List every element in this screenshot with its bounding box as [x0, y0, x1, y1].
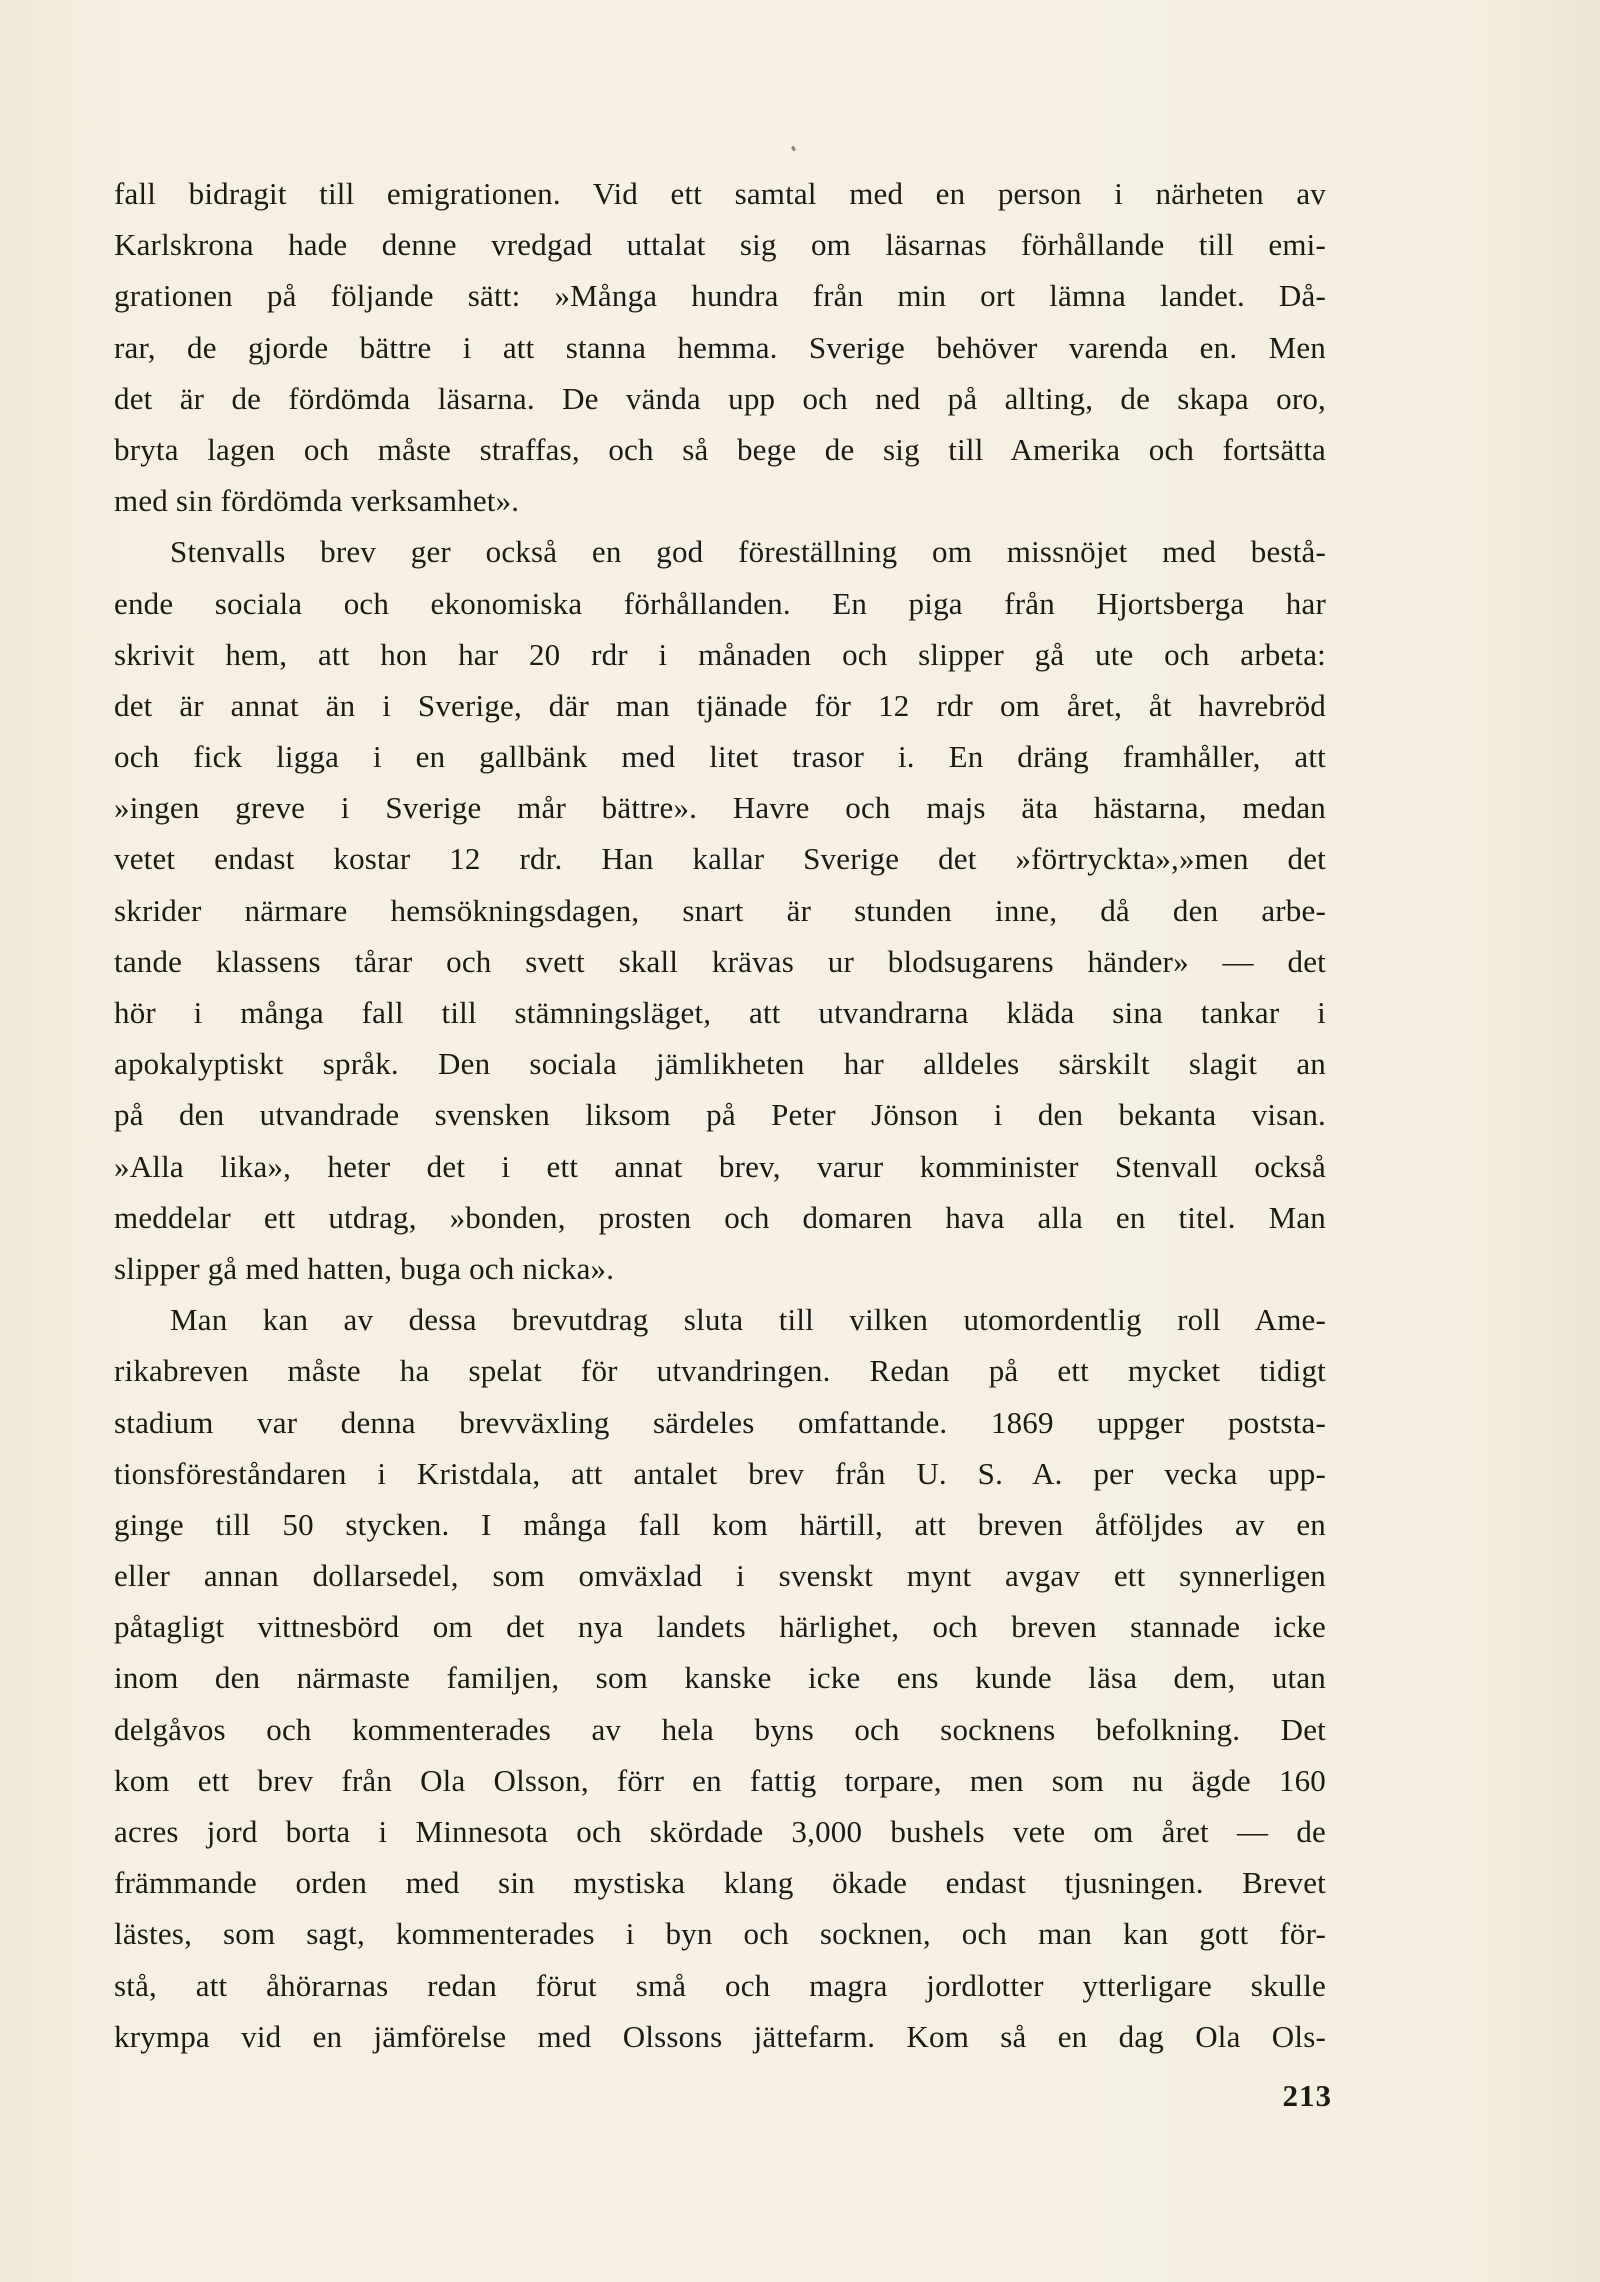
- text-line: det är annat än i Sverige, där man tjänade för 12 rdr om året, åt havrebröd: [114, 687, 1326, 723]
- body-text: [114, 168, 1326, 2062]
- text-line: tionsföreståndaren i Kristdala, att antalet brev från U. S. A. per vecka upp-: [114, 1455, 1326, 1491]
- text-line: skrivit hem, att hon har 20 rdr i månaden och slipper gå ute och arbeta:: [114, 636, 1326, 672]
- text-line: med sin fördömda verksamhet».: [114, 483, 520, 519]
- text-line: fall bidragit till emigrationen. Vid ett samtal med en person i närheten av: [114, 176, 1326, 211]
- text-line: skrider närmare hemsökningsdagen, snart är stunden inne, då den arbe-: [114, 892, 1326, 928]
- text-line: bryta lagen och måste straffas, och så bege de sig till Amerika och fortsätta: [114, 431, 1326, 467]
- text-line: påtagligt vittnesbörd om det nya landets härlighet, och breven stannade icke: [114, 1609, 1326, 1645]
- text-line: meddelar ett utdrag, »bonden, prosten och domaren hava alla en titel. Man: [114, 1199, 1326, 1235]
- text-line: apokalyptiskt språk. Den sociala jämlikheten har alldeles särskilt slagit an: [114, 1046, 1326, 1082]
- text-line: acres jord borta i Minnesota och skördade 3,000 bushels vete om året — de: [114, 1814, 1326, 1849]
- text-line: på den utvandrade svensken liksom på Peter Jönson i den bekanta visan.: [114, 1097, 1326, 1133]
- text-line: »Alla lika», heter det i ett annat brev, varur komminister Stenvall också: [114, 1148, 1326, 1184]
- text-line: ginge till 50 stycken. I många fall kom härtill, att breven åtföljdes av en: [114, 1506, 1326, 1542]
- paper-speck: [791, 146, 796, 152]
- text-line: och fick ligga i en gallbänk med litet trasor i. En dräng framhåller, att: [114, 739, 1326, 775]
- text-line: slipper gå med hatten, buga och nicka».: [114, 1250, 615, 1286]
- text-line: eller annan dollarsedel, som omväxlad i svenskt mynt avgav ett synnerligen: [114, 1558, 1326, 1594]
- text-line: delgåvos och kommenterades av hela byns och socknens befolkning. Det: [114, 1711, 1326, 1747]
- text-line: »ingen greve i Sverige mår bättre». Havre och majs äta hästarna, medan: [114, 790, 1326, 826]
- text-line: ende sociala och ekonomiska förhållanden. En piga från Hjortsberga har: [114, 585, 1326, 621]
- text-line: tande klassens tårar och svett skall krävas ur blodsugarens händer» — det: [114, 943, 1326, 979]
- text-line: vetet endast kostar 12 rdr. Han kallar Sverige det »förtryckta»,»men det: [114, 841, 1326, 877]
- text-line: inom den närmaste familjen, som kanske icke ens kunde läsa dem, utan: [114, 1660, 1326, 1696]
- text-line: det är de fördömda läsarna. De vända upp och ned på allting, de skapa oro,: [114, 380, 1326, 416]
- text-line: grationen på följande sätt: »Många hundra från min ort lämna landet. Då-: [114, 278, 1326, 314]
- text-line: rikabreven måste ha spelat för utvandringen. Redan på ett mycket tidigt: [114, 1353, 1326, 1389]
- text-line: stå, att åhörarnas redan förut små och magra jordlotter ytterligare skulle: [114, 1967, 1326, 2003]
- page-number: 213: [1282, 2078, 1332, 2113]
- text-line: främmande orden med sin mystiska klang ökade endast tjusningen. Brevet: [114, 1865, 1326, 1901]
- text-line: lästes, som sagt, kommenterades i byn och socknen, och man kan gott för-: [114, 1916, 1326, 1952]
- text-line: hör i många fall till stämningsläget, att utvandrarna kläda sina tankar i: [114, 995, 1326, 1030]
- text-line: Karlskrona hade denne vredgad uttalat sig om läsarnas förhållande till emi-: [114, 227, 1326, 263]
- text-line: stadium var denna brevväxling särdeles omfattande. 1869 uppger poststa-: [114, 1404, 1326, 1440]
- text-line: kom ett brev från Ola Olsson, förr en fattig torpare, men som nu ägde 160: [114, 1762, 1326, 1798]
- paragraph-start-line: Stenvalls brev ger också en god föreställning om missnöjet med bestå-: [170, 534, 1326, 570]
- paragraph-start-line: Man kan av dessa brevutdrag sluta till vilken utomordentlig roll Ame-: [170, 1302, 1326, 1338]
- text-line: rar, de gjorde bättre i att stanna hemma. Sverige behöver varenda en. Men: [114, 329, 1326, 365]
- text-line: krympa vid en jämförelse med Olssons jättefarm. Kom så en dag Ola Ols-: [114, 2018, 1326, 2054]
